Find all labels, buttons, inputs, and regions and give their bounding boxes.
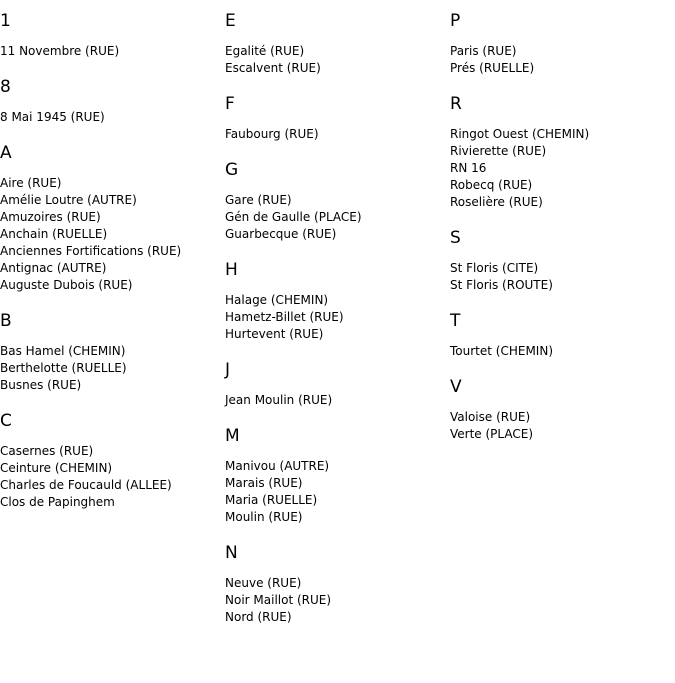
section-letter: 1	[0, 11, 11, 31]
street-item: Ceinture (CHEMIN)	[0, 461, 113, 475]
section-letter: F	[225, 94, 235, 114]
street-item: Marais (RUE)	[225, 476, 303, 490]
section-letter: J	[225, 360, 231, 380]
index-column-3	[450, 11, 675, 460]
street-item: Amuzoires (RUE)	[0, 210, 101, 224]
letter-group	[225, 426, 450, 526]
street-item: Gén de Gaulle (PLACE)	[225, 210, 362, 224]
street-item: Escalvent (RUE)	[225, 61, 321, 75]
street-item: St Floris (ROUTE)	[450, 278, 553, 292]
section-letter: G	[225, 160, 239, 180]
index-column-2	[225, 11, 450, 643]
street-item: Ringot Ouest (CHEMIN)	[450, 127, 590, 141]
street-item: Anchain (RUELLE)	[0, 227, 108, 241]
section-letter: R	[450, 94, 462, 114]
street-item: Halage (CHEMIN)	[225, 293, 329, 307]
section-letter: A	[0, 143, 12, 163]
street-item: Faubourg (RUE)	[225, 127, 319, 141]
street-item: Paris (RUE)	[450, 44, 517, 58]
letter-group	[225, 360, 450, 409]
street-item: Casernes (RUE)	[0, 444, 94, 458]
letter-group	[0, 143, 225, 294]
letter-group	[450, 94, 675, 211]
street-item: Guarbecque (RUE)	[225, 227, 337, 241]
street-item: Busnes (RUE)	[0, 378, 82, 392]
street-item: Rivierette (RUE)	[450, 144, 547, 158]
letter-group	[0, 11, 225, 60]
street-item: Antignac (AUTRE)	[0, 261, 107, 275]
letter-group	[225, 11, 450, 77]
street-item: Aire (RUE)	[0, 176, 62, 190]
section-letter: H	[225, 260, 238, 280]
letter-group	[450, 228, 675, 294]
street-item: Amélie Loutre (AUTRE)	[0, 193, 137, 207]
section-letter: E	[225, 11, 236, 31]
letter-group	[450, 311, 675, 360]
street-item: 11 Novembre (RUE)	[0, 44, 120, 58]
street-item: Nord (RUE)	[225, 610, 292, 624]
street-item: Auguste Dubois (RUE)	[0, 278, 133, 292]
section-letter: T	[450, 311, 461, 331]
street-item: Manivou (AUTRE)	[225, 459, 330, 473]
street-item: Hametz-Billet (RUE)	[225, 310, 344, 324]
street-item: Valoise (RUE)	[450, 410, 531, 424]
letter-group	[225, 160, 450, 243]
street-item: Anciennes Fortifications (RUE)	[0, 244, 182, 258]
section-letter: B	[0, 311, 12, 331]
section-letter: C	[0, 411, 12, 431]
letter-group	[225, 543, 450, 626]
section-letter: V	[450, 377, 462, 397]
street-item: Tourtet (CHEMIN)	[450, 344, 553, 358]
street-item: RN 16	[450, 161, 487, 175]
street-item: Prés (RUELLE)	[450, 61, 535, 75]
street-item: Neuve (RUE)	[225, 576, 302, 590]
section-letter: P	[450, 11, 461, 31]
section-letter: 8	[0, 77, 11, 97]
street-item: Noir Maillot (RUE)	[225, 593, 332, 607]
street-item: Moulin (RUE)	[225, 510, 303, 524]
street-item: Charles de Foucauld (ALLEE)	[0, 478, 172, 492]
street-item: Egalité (RUE)	[225, 44, 305, 58]
letter-group	[0, 311, 225, 394]
street-item: Gare (RUE)	[225, 193, 292, 207]
section-letter: N	[225, 543, 238, 563]
street-item: Clos de Papinghem	[0, 495, 115, 509]
street-item: Bas Hamel (CHEMIN)	[0, 344, 126, 358]
street-item: Hurtevent (RUE)	[225, 327, 324, 341]
street-item: St Floris (CITE)	[450, 261, 539, 275]
letter-group	[0, 77, 225, 126]
street-item: Jean Moulin (RUE)	[225, 393, 333, 407]
letter-group	[450, 11, 675, 77]
index-column-1	[0, 11, 225, 528]
section-letter: S	[450, 228, 461, 248]
street-item: Maria (RUELLE)	[225, 493, 318, 507]
street-item: Verte (PLACE)	[450, 427, 534, 441]
street-item: Robecq (RUE)	[450, 178, 533, 192]
street-item: Berthelotte (RUELLE)	[0, 361, 127, 375]
letter-group	[225, 94, 450, 143]
letter-group	[450, 377, 675, 443]
letter-group	[225, 260, 450, 343]
section-letter: M	[225, 426, 240, 446]
street-item: 8 Mai 1945 (RUE)	[0, 110, 105, 124]
street-item: Roselière (RUE)	[450, 195, 543, 209]
letter-group	[0, 411, 225, 511]
